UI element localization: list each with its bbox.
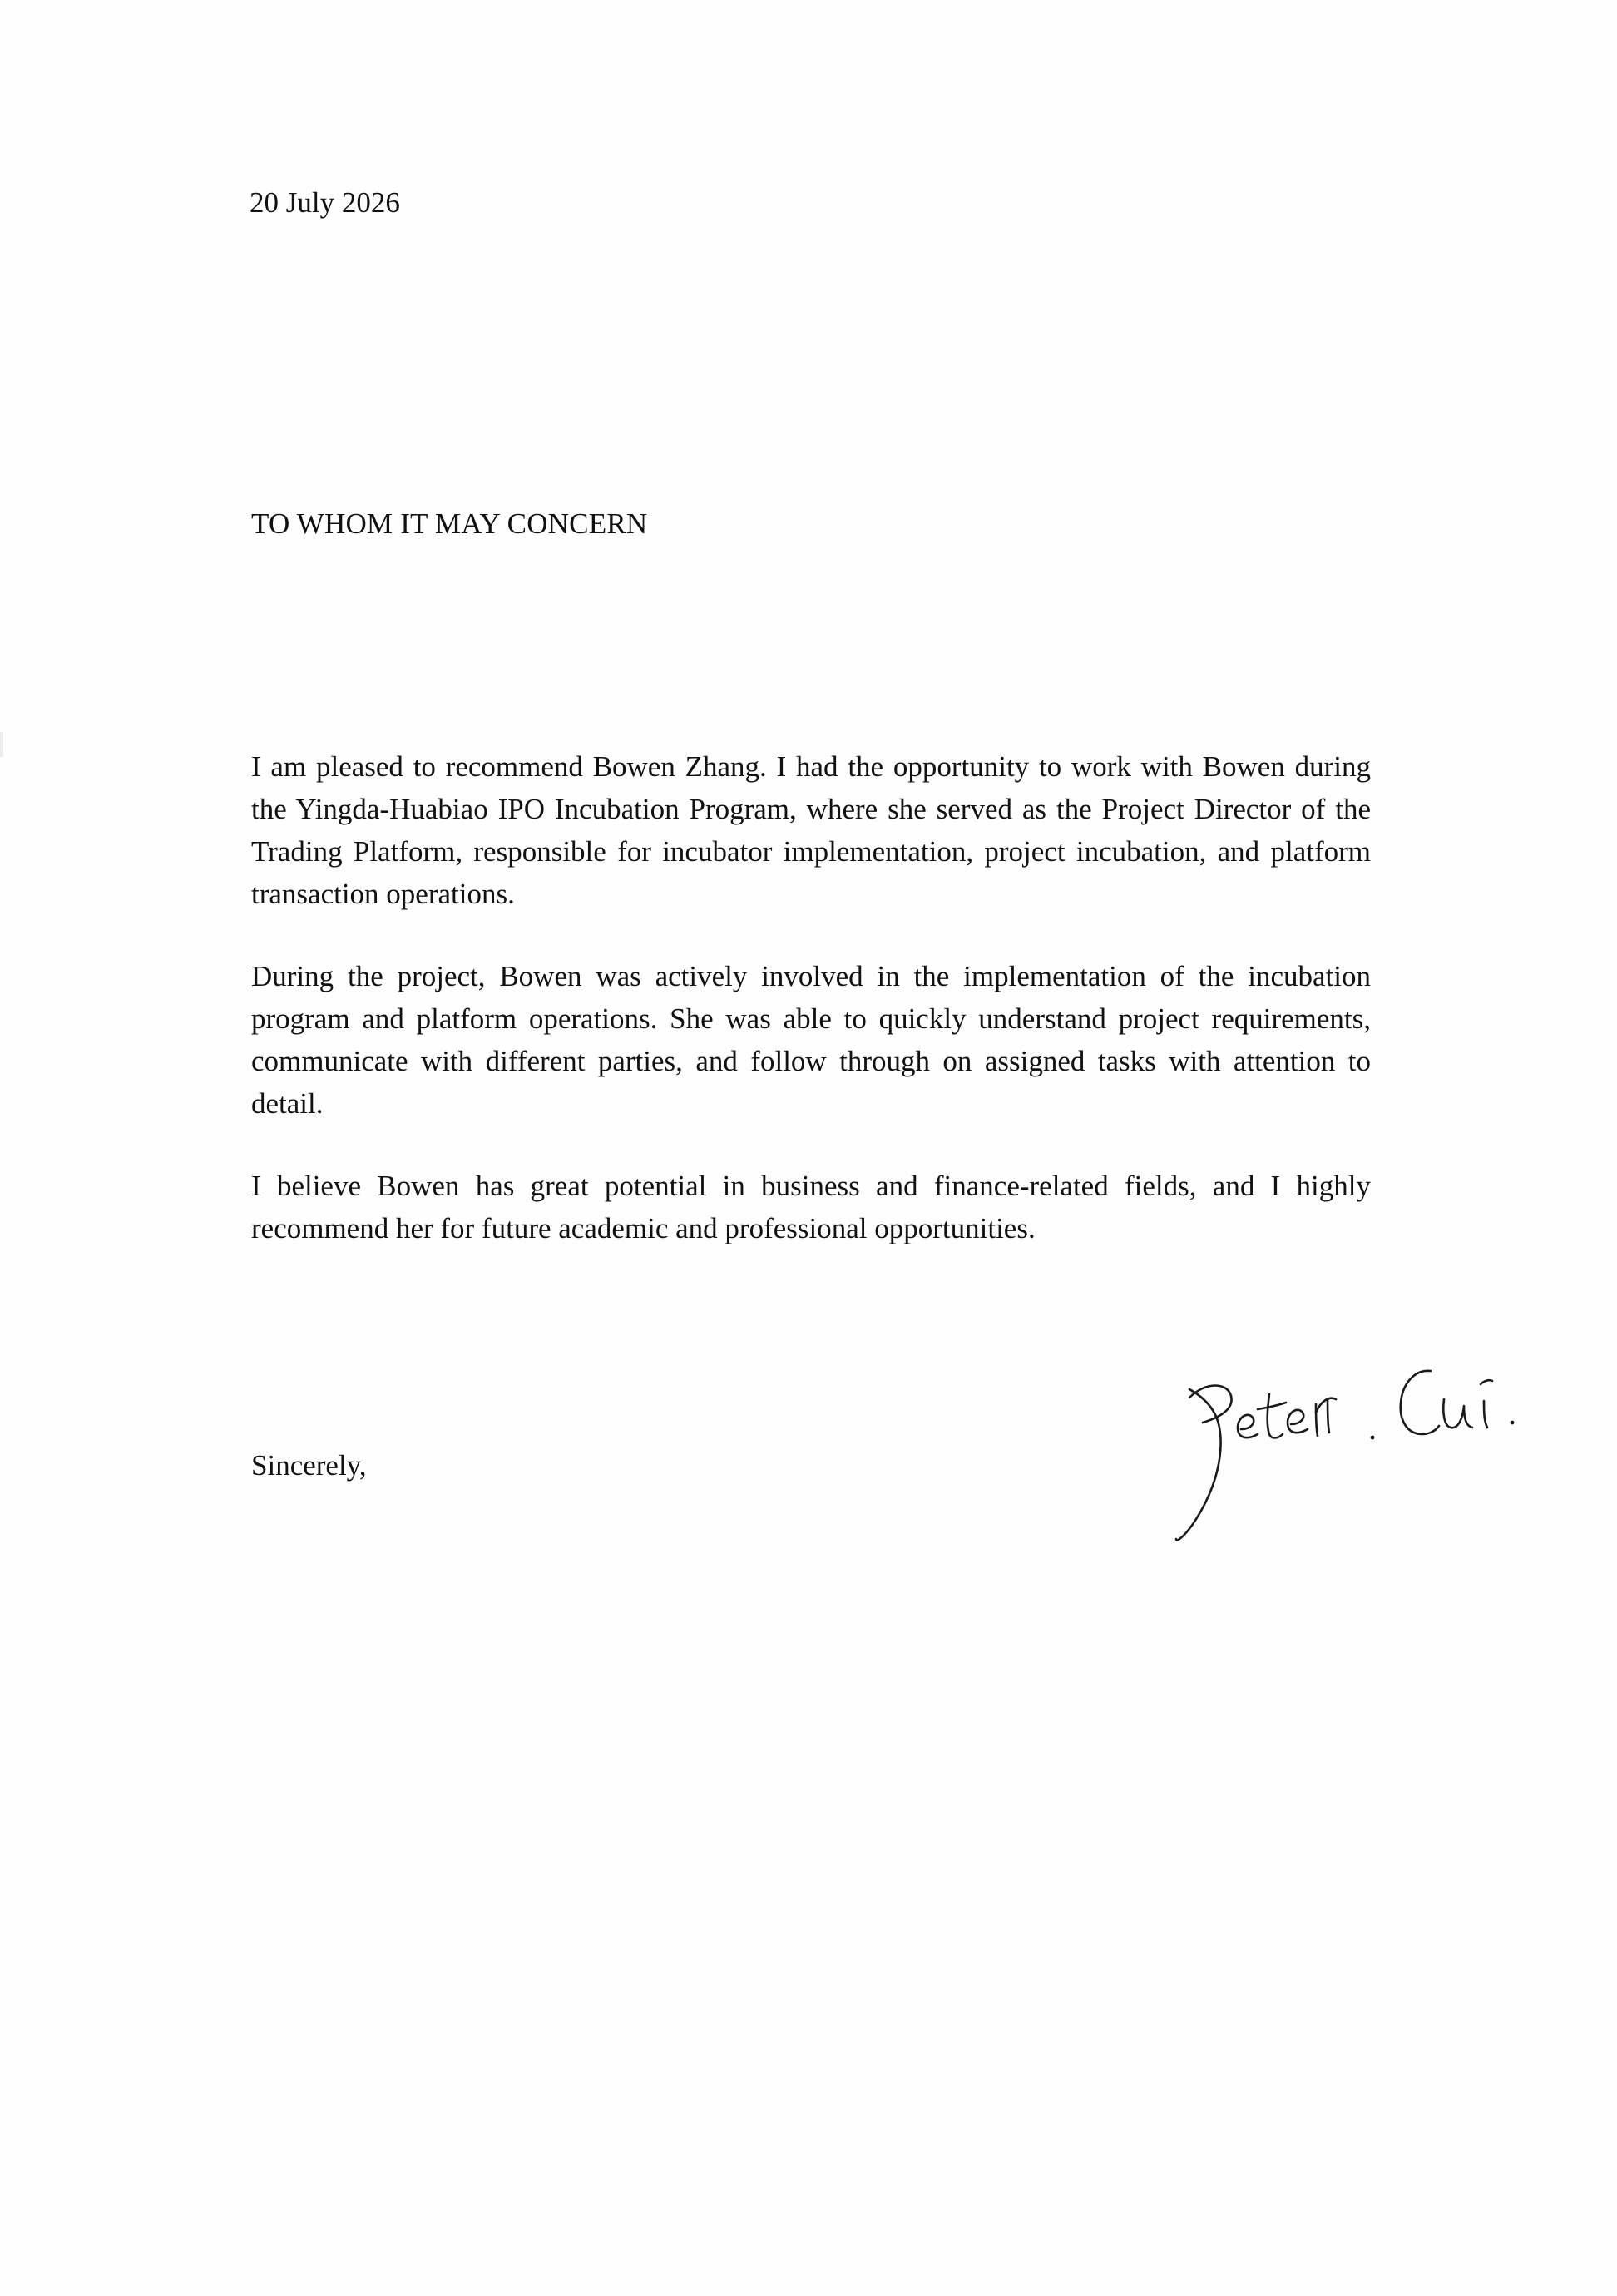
signature-stroke-i-dot — [1481, 1380, 1492, 1384]
signature-stroke-t-stem — [1268, 1394, 1283, 1438]
signature-stroke-i-stem — [1484, 1401, 1487, 1428]
body-paragraph-2: During the project, Bowen was actively involved in the implementation of the incubation program and platform operations. She was able to quickly understand project requirements, communicate with different parties, and follow through on assigned tasks with attention to detail. — [251, 960, 1371, 1120]
signature-dot-2 — [1511, 1421, 1515, 1425]
signature-dot-1 — [1371, 1436, 1375, 1440]
signature-stroke-u — [1443, 1399, 1472, 1428]
letter-salutation: TO WHOM IT MAY CONCERN — [251, 507, 648, 540]
signature-stroke-t-cross — [1258, 1403, 1286, 1409]
body-paragraph-1: I am pleased to recommend Bowen Zhang. I had the opportunity to work with Bowen during the Yingda-Huabiao IPO Incubation Program, where she served as the Project Director of the Trading Platform, responsible for incubator implementation, project incubation, and platform transaction operations. — [251, 750, 1371, 910]
signature-stroke-p-stem — [1176, 1389, 1221, 1541]
signature-stroke-r-tail — [1328, 1399, 1329, 1433]
letter-closing: Sincerely, — [251, 1449, 367, 1482]
letter-body — [251, 745, 1371, 1289]
signature-drawing — [1165, 1348, 1547, 1614]
signature-stroke-e1 — [1238, 1415, 1258, 1437]
handwritten-signature — [1165, 1348, 1547, 1614]
signature-stroke-r-arm — [1316, 1398, 1336, 1413]
letter-date: 20 July 2026 — [250, 186, 400, 219]
signature-stroke-c — [1401, 1371, 1439, 1434]
signature-stroke-p-bowl — [1189, 1386, 1232, 1423]
signature-stroke-e2 — [1288, 1410, 1308, 1433]
scan-edge-mark — [0, 732, 3, 757]
body-paragraph-3: I believe Bowen has great potential in business and finance-related fields, and I highly recommend her for future academic and professional opportunities. — [251, 1170, 1371, 1244]
